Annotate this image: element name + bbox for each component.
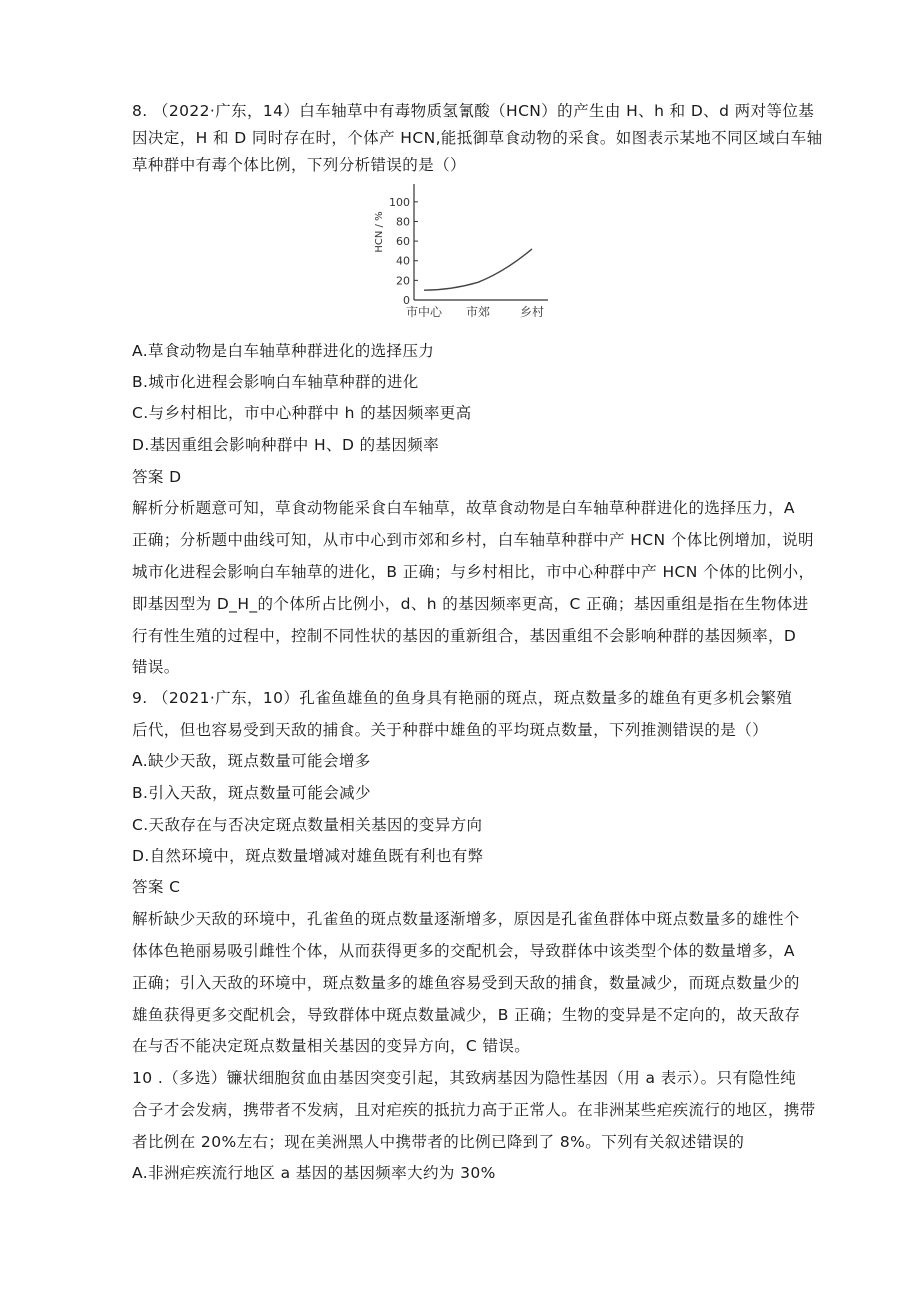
y-tick-label: 80: [396, 215, 410, 229]
q8-stem-line-2: 因决定，H 和 D 同时存在时，个体产 HCN,能抵御草食动物的采食。如图表示某地不同区域白车轴: [132, 129, 823, 147]
q8-analysis-line-2: 正确；分析题中曲线可知，从市中心到市郊和乡村，白车轴草种群中产 HCN 个体比例增加，说明: [132, 531, 814, 549]
x-tick-label: 市郊: [465, 305, 491, 319]
x-tick-label: 市中心: [405, 305, 443, 319]
q9-answer: 答案 C: [132, 878, 181, 896]
q10-option-a: A.非洲疟疾流行地区 a 基因的基因频率大约为 30%: [132, 1164, 496, 1182]
q8-stem-line-1: 8. （2022·广东，14）白车轴草中有毒物质氢氰酸（HCN）的产生由 H、h 和 D、d 两对等位基: [132, 102, 815, 120]
hcn-series-line: [424, 249, 532, 290]
y-tick-label: 0: [403, 294, 410, 307]
q9-analysis-line-4: 雄鱼获得更多交配机会，导致群体中斑点数量减少，B 正确；生物的变异是不定向的，故天敌存: [132, 1006, 801, 1024]
q8-stem-line-3: 草种群中有毒个体比例，下列分析错误的是（）: [132, 156, 466, 174]
y-tick-label: 20: [396, 274, 410, 288]
q8-analysis-line-1: 解析分析题意可知，草食动物能采食白车轴草，故草食动物是白车轴草种群进化的选择压力，A: [132, 499, 795, 517]
q10-stem-line-1: 10 .（多选）镰状细胞贫血由基因突变引起，其致病基因为隐性基因（用 a 表示）。只有隐性纯: [132, 1069, 797, 1087]
q8-analysis-line-3: 城市化进程会影响白车轴草的进化，B 正确；与乡村相比，市中心种群中产 HCN 个体的比例小，: [132, 563, 815, 581]
q9-analysis-line-3: 正确；引入天敌的环境中，斑点数量多的雄鱼容易受到天敌的捕食，数量减少，而斑点数量少的: [132, 974, 800, 992]
q8-option-c: C.与乡村相比，市中心种群中 h 的基因频率更高: [132, 404, 472, 422]
y-tick-label: 40: [396, 254, 410, 268]
x-tick-label: 乡村: [519, 305, 545, 319]
q9-analysis-line-2: 体体色艳丽易吸引雌性个体，从而获得更多的交配机会，导致群体中该类型个体的数量增多，A: [132, 942, 795, 960]
q9-stem-line-2: 后代，但也容易受到天敌的捕食。关于种群中雄鱼的平均斑点数量，下列推测错误的是（）: [132, 721, 769, 739]
q9-option-c: C.天敌存在与否决定斑点数量相关基因的变异方向: [132, 816, 483, 834]
q8-option-a: A.草食动物是白车轴草种群进化的选择压力: [132, 342, 435, 360]
q9-option-a: A.缺少天敌，斑点数量可能会增多: [132, 752, 371, 770]
q8-answer: 答案 D: [132, 468, 182, 486]
q9-analysis-line-1: 解析缺少天敌的环境中，孔雀鱼的斑点数量逐渐增多，原因是孔雀鱼群体中斑点数量多的雄性个: [132, 910, 800, 928]
q8-option-d: D.基因重组会影响种群中 H、D 的基因频率: [132, 436, 440, 454]
q8-analysis-line-6: 错误。: [132, 658, 180, 676]
hcn-ratio-chart: [372, 178, 558, 324]
q9-stem-line-1: 9. （2021·广东，10）孔雀鱼雄鱼的鱼身具有艳丽的斑点，斑点数量多的雄鱼有更多机会繁殖: [132, 689, 793, 707]
q10-stem-line-2: 合子才会发病，携带者不发病，且对疟疾的抵抗力高于正常人。在非洲某些疟疾流行的地区，携带: [132, 1101, 816, 1119]
q9-option-b: B.引入天敌，斑点数量可能会减少: [132, 784, 371, 802]
q10-stem-line-3: 者比例在 20%左右；现在美洲黑人中携带者的比例已降到了 8%。下列有关叙述错误的: [132, 1133, 745, 1151]
y-tick-label: 60: [396, 235, 410, 249]
q8-analysis-line-4: 即基因型为 D_H_的个体所占比例小，d、h 的基因频率更高，C 正确；基因重组是指在生物体进: [132, 595, 809, 613]
q9-option-d: D.自然环境中，斑点数量增减对雄鱼既有利也有弊: [132, 847, 484, 865]
y-tick-label: 100: [389, 195, 410, 209]
q9-analysis-line-5: 在与否不能决定斑点数量相关基因的变异方向，C 错误。: [132, 1037, 531, 1055]
q8-option-b: B.城市化进程会影响白车轴草种群的进化: [132, 373, 419, 391]
q8-analysis-line-5: 行有性生殖的过程中，控制不同性状的基因的重新组合，基因重组不会影响种群的基因频率，D: [132, 627, 797, 645]
y-axis-label: HCN / %: [374, 211, 385, 253]
